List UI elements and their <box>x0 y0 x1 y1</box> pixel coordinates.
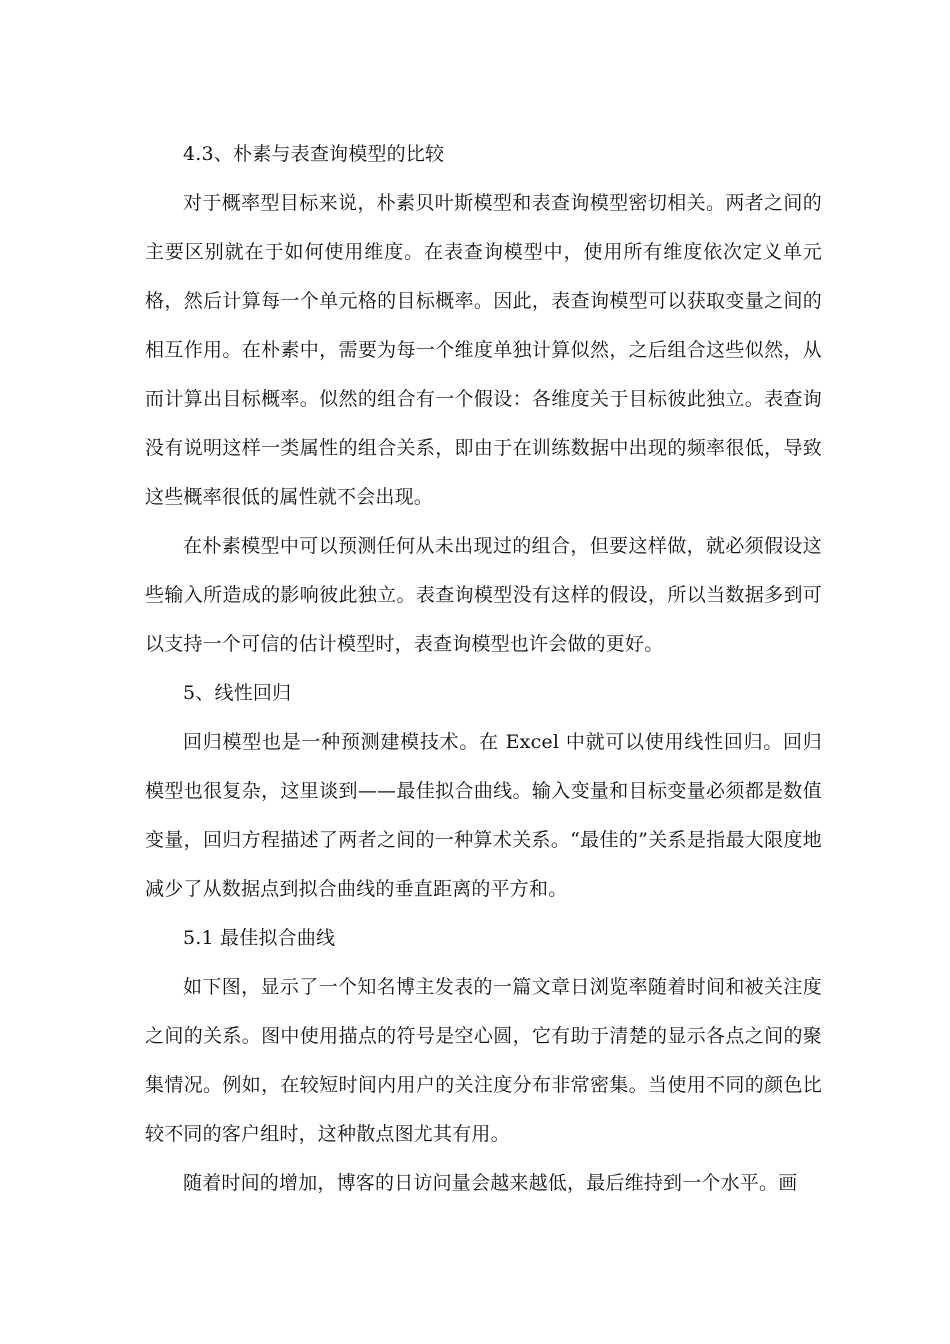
document-body <box>145 130 822 1208</box>
section-heading-5: 5、线性回归 <box>183 682 292 704</box>
section-heading-4-3: 4.3、朴素与表查询模型的比较 <box>183 143 445 165</box>
paragraph-visits-decline: 随着时间的增加，博客的日访问量会越来越低，最后维持到一个水平。画 <box>183 1172 798 1194</box>
paragraph-regression-intro: 回归模型也是一种预测建模技术。在 Excel 中就可以使用线性回归。回归模型也很复杂，这里谈到——最佳拟合曲线。输入变量和目标变量必须都是数值变量，回归方程描述了两者之间的一种算术关系。“最佳的”关系是指最大限度地减少了从数据点到拟合曲线的垂直距离的平方和。 <box>145 731 822 900</box>
paragraph-naive-vs-table: 对于概率型目标来说，朴素贝叶斯模型和表查询模型密切相关。两者之间的主要区别就在于如何使用维度。在表查询模型中，使用所有维度依次定义单元格，然后计算每一个单元格的目标概率。因此，表查询模型可以获取变量之间的相互作用。在朴素中，需要为每一个维度单独计算似然，之后组合这些似然，从而计算出目标概率。似然的组合有一个假设：各维度关于目标彼此独立。表查询没有说明这样一类属性的组合关系，即由于在训练数据中出现的频率很低，导致这些概率很低的属性就不会出现。 <box>145 192 822 508</box>
paragraph-naive-prediction: 在朴素模型中可以预测任何从未出现过的组合，但要这样做，就必须假设这些输入所造成的影响彼此独立。表查询模型没有这样的假设，所以当数据多到可以支持一个可信的估计模型时，表查询模型也许会做的更好。 <box>145 535 822 655</box>
section-heading-5-1: 5.1 最佳拟合曲线 <box>183 927 336 949</box>
paragraph-scatter-description: 如下图，显示了一个知名博主发表的一篇文章日浏览率随着时间和被关注度之间的关系。图中使用描点的符号是空心圆，它有助于清楚的显示各点之间的聚集情况。例如，在较短时间内用户的关注度分布非常密集。当使用不同的颜色比较不同的客户组时，这种散点图尤其有用。 <box>145 976 822 1145</box>
